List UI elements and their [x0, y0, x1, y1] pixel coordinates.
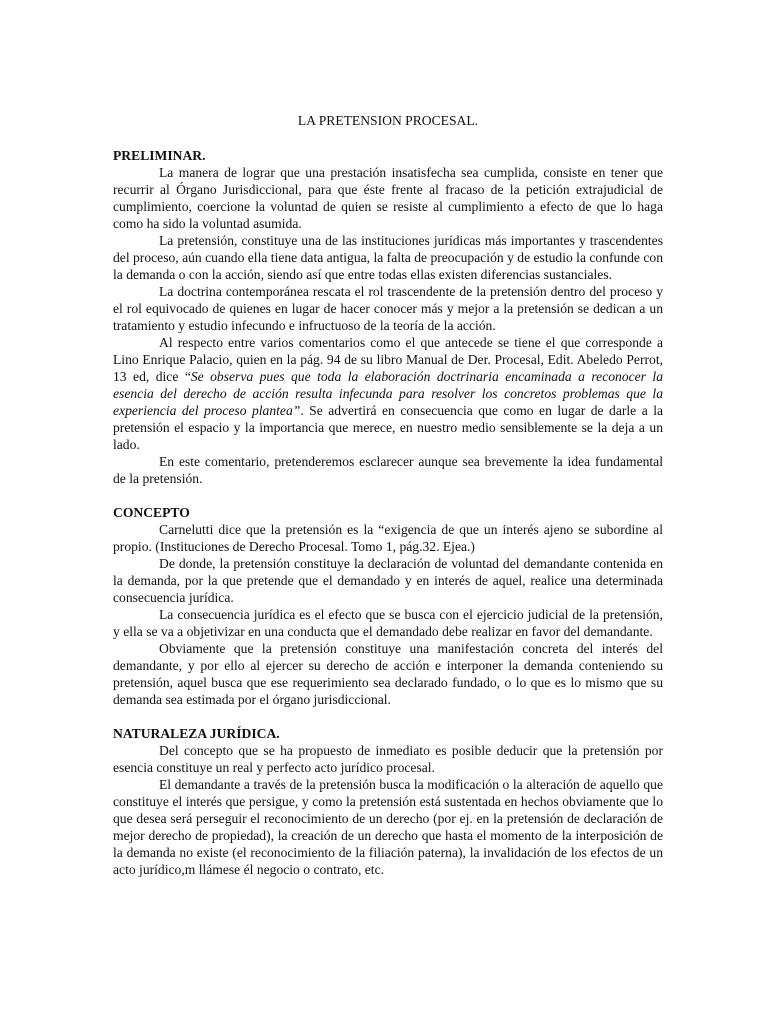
paragraph: Del concepto que se ha propuesto de inmediato es posible deducir que la pretensión por esencia constituye un real y perfecto acto jurídico procesal.	[113, 743, 663, 775]
paragraph: La doctrina contemporánea rescata el rol trascendente de la pretensión dentro del proceso y el rol equivocado de quienes en lugar de hacer conocer más y mejor a la pretensión se dedican a un tratamiento y estudio infecundo e infructuoso de la teoría de la acción.	[113, 284, 663, 333]
paragraph: De donde, la pretensión constituye la declaración de voluntad del demandante contenida en la demanda, por la que pretende que el demandado y en interés de aquel, realice una determinada consecuencia jurídica.	[113, 556, 663, 605]
document-page	[113, 112, 663, 878]
document-title: LA PRETENSION PROCESAL.	[297, 113, 479, 128]
section-spacer	[113, 708, 663, 725]
paragraph: La consecuencia jurídica es el efecto que se busca con el ejercicio judicial de la pretensión, y ella se va a objetivizar en una conducta que el demandado debe realizar en favor del demandante.	[113, 607, 663, 639]
quote-trailing-text: . Se advertirá en consecuencia que como en lugar de darle a la pretensión el espacio y la importancia que merece, en nuestro medio sensiblemente se la deja a un lado.	[113, 403, 664, 452]
paragraph: Carnelutti dice que la pretensión es la “exigencia de que un interés ajeno se subordine al propio. (Instituciones de Derecho Procesal. Tomo 1, pág.32. Ejea.)	[113, 522, 663, 554]
section-heading-preliminar: PRELIMINAR.	[113, 148, 206, 163]
section-heading-concepto: CONCEPTO	[113, 505, 190, 520]
paragraph: La manera de lograr que una prestación insatisfecha sea cumplida, consiste en tener que recurrir al Órgano Jurisdiccional, para que éste frente al fracaso de la petición extrajudicial de cumplimiento, coercione la voluntad de quien se resiste al cumplimiento a efecto de que lo haga como ha sido la voluntad asumida.	[113, 165, 663, 231]
paragraph: La pretensión, constituye una de las instituciones jurídicas más importantes y trascendentes del proceso, aún cuando ella tiene data antigua, la falta de preocupación y de estudio la confunde con la demanda o con la acción, siendo así que entre todas ellas existen diferencias sustanciales.	[113, 233, 663, 282]
paragraph: Obviamente que la pretensión constituye una manifestación concreta del interés del demandante, y por ello al ejercer su derecho de acción e interponer la demanda conteniendo su pretensión, aquel busca que ese requerimiento sea declarado fundado, o lo que es lo mismo que su demanda sea estimada por el órgano jurisdiccional.	[113, 641, 663, 707]
section-spacer	[113, 487, 663, 504]
quote-lead-text: Al respecto entre varios comentarios como el que antecede se tiene el que corresponde a Lino Enrique Palacio, quien en la pág. 94 de su libro Manual de Der. Procesal, Edit. Abeledo Perrot, 13 ed, dice “	[113, 335, 663, 384]
section-heading-naturaleza-juridica: NATURALEZA JURÍDICA.	[113, 726, 280, 741]
paragraph: En este comentario, pretenderemos esclarecer aunque sea brevemente la idea fundamental de la pretensión.	[113, 454, 663, 486]
quote-paragraph	[113, 334, 663, 453]
palacio-quote: Se observa pues que toda la elaboración doctrinaria encaminada a reconocer la esencia del derecho de acción resulta infecunda para resolver los concretos problemas que la experiencia del proceso plantea”	[113, 369, 663, 418]
paragraph: El demandante a través de la pretensión busca la modificación o la alteración de aquello que constituye el interés que persigue, y como la pretensión está sustentada en hechos obviamente que lo que desea será perseguir el reconocimiento de un derecho (por ej. en la pretensión de declaración de mejor derecho de propiedad), la creación de un derecho que hasta el momento de la interposición de la demanda no existe (el reconocimiento de la filiación paterna), la invalidación de los efectos de un acto jurídico,m llámese él negocio o contrato, etc.	[113, 777, 663, 877]
